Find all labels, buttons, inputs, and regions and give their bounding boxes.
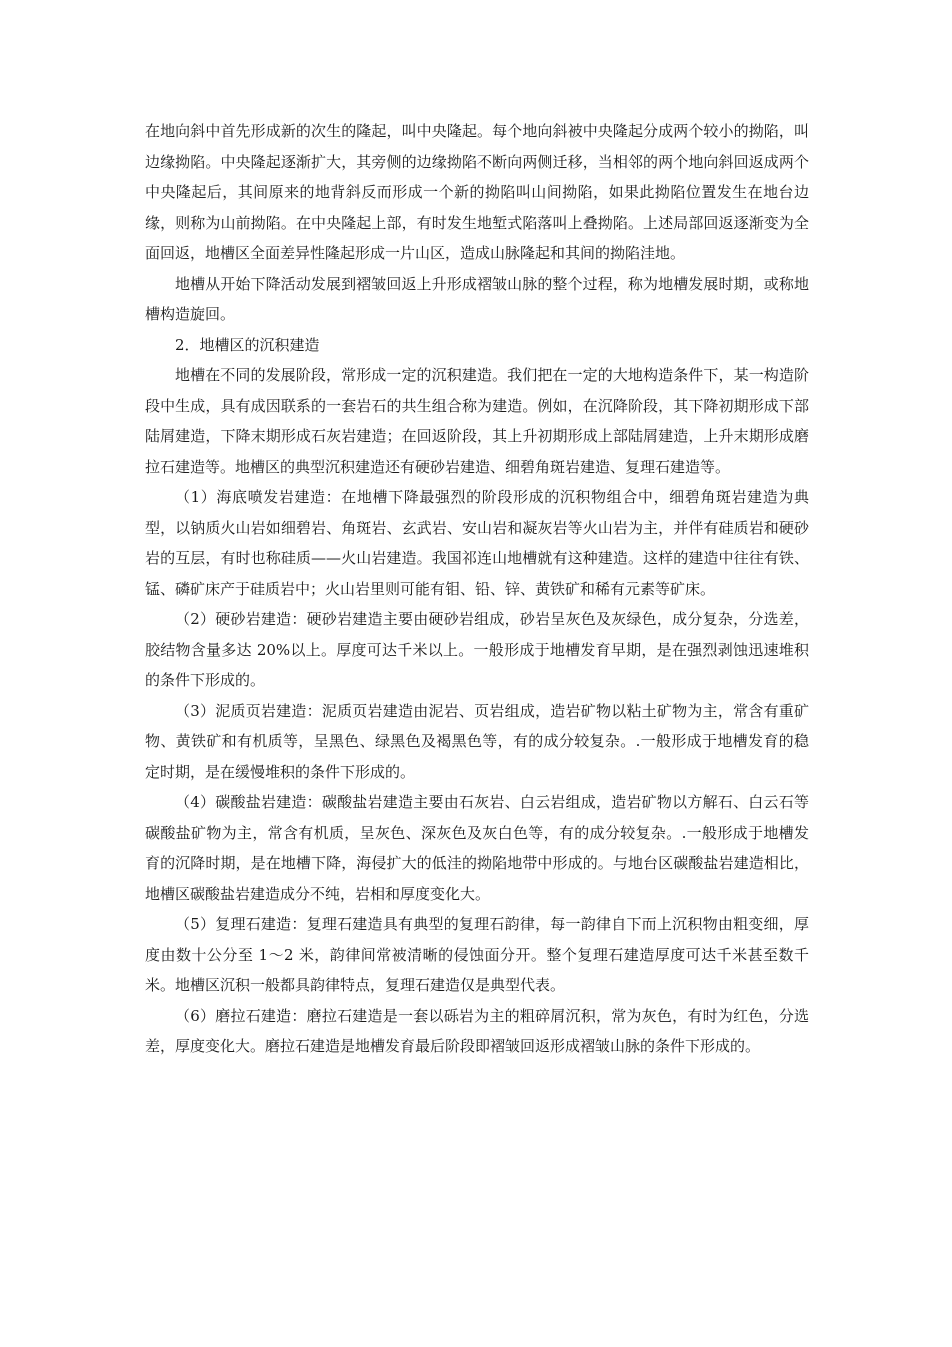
document-body xyxy=(145,116,809,1062)
paragraph-geosyncline-cycle: 地槽从开始下降活动发展到褶皱回返上升形成褶皱山脉的整个过程，称为地槽发展时期，或称地槽构造旋回。 xyxy=(145,274,809,323)
paragraph-shale-formation: （3）泥质页岩建造：泥质页岩建造由泥岩、页岩组成，造岩矿物以粘土矿物为主，常含有重矿物、黄铁矿和有机质等，呈黑色、绿黑色及褐黑色等，有的成分较复杂。.一般形成于地槽发育的稳定时期，是在缓慢堆积的条件下形成的。 xyxy=(145,701,809,781)
paragraph-central-uplift: 在地向斜中首先形成新的次生的隆起，叫中央隆起。每个地向斜被中央隆起分成两个较小的拗陷，叫边缘拗陷。中央隆起逐渐扩大，其旁侧的边缘拗陷不断向两侧迁移，当相邻的两个地向斜回返成两个中央隆起后，其间原来的地背斜反而形成一个新的拗陷叫山间拗陷，如果此拗陷位置发生在地台边缘，则称为山前拗陷。在中央隆起上部，有时发生地堑式陷落叫上叠拗陷。上述局部回返逐渐变为全面回返，地槽区全面差异性隆起形成一片山区，造成山脉隆起和其间的拗陷洼地。 xyxy=(145,122,809,262)
paragraph-submarine-volcanic-formation: （1）海底喷发岩建造：在地槽下降最强烈的阶段形成的沉积物组合中，细碧角斑岩建造为典型，以钠质火山岩如细碧岩、角斑岩、玄武岩、安山岩和凝灰岩等火山岩为主，并伴有硅质岩和硬砂岩的互层，有时也称硅质——火山岩建造。我国祁连山地槽就有这种建造。这样的建造中往往有铁、锰、磷矿床产于硅质岩中；火山岩里则可能有钼、铅、锌、黄铁矿和稀有元素等矿床。 xyxy=(145,488,809,598)
paragraph-carbonate-formation: （4）碳酸盐岩建造：碳酸盐岩建造主要由石灰岩、白云岩组成，造岩矿物以方解石、白云石等碳酸盐矿物为主，常含有机质，呈灰色、深灰色及灰白色等，有的成分较复杂。.一般形成于地槽发育的沉降时期，是在地槽下降，海侵扩大的低洼的拗陷地带中形成的。与地台区碳酸盐岩建造相比，地槽区碳酸盐岩建造成分不纯，岩相和厚度变化大。 xyxy=(145,793,809,903)
section-heading-sedimentary-formation: 2．地槽区的沉积建造 xyxy=(175,335,320,354)
paragraph-flysch-formation: （5）复理石建造：复理石建造具有典型的复理石韵律，每一韵律自下而上沉积物由粗变细，厚度由数十公分至 1～2 米，韵律间常被清晰的侵蚀面分开。整个复理石建造厚度可达千米甚至数千米。地槽区沉积一般都具韵律特点，复理石建造仅是典型代表。 xyxy=(145,915,809,994)
paragraph-greywacke-formation: （2）硬砂岩建造：硬砂岩建造主要由硬砂岩组成，砂岩呈灰色及灰绿色，成分复杂，分选差，胶结物含量多达 20%以上。厚度可达千米以上。一般形成于地槽发育早期，是在强烈剥蚀迅速堆积的条件下形成的。 xyxy=(145,610,809,689)
paragraph-molasse-formation: （6）磨拉石建造：磨拉石建造是一套以砾岩为主的粗碎屑沉积，常为灰色，有时为红色，分选差，厚度变化大。磨拉石建造是地槽发育最后阶段即褶皱回返形成褶皱山脉的条件下形成的。 xyxy=(145,1006,809,1055)
paragraph-formation-definition: 地槽在不同的发展阶段，常形成一定的沉积建造。我们把在一定的大地构造条件下，某一构造阶段中生成，具有成因联系的一套岩石的共生组合称为建造。例如，在沉降阶段，其下降初期形成下部陆屑建造，下降末期形成石灰岩建造；在回返阶段，其上升初期形成上部陆屑建造，上升末期形成磨拉石建造等。地槽区的典型沉积建造还有硬砂岩建造、细碧角斑岩建造、复理石建造等。 xyxy=(145,366,809,476)
